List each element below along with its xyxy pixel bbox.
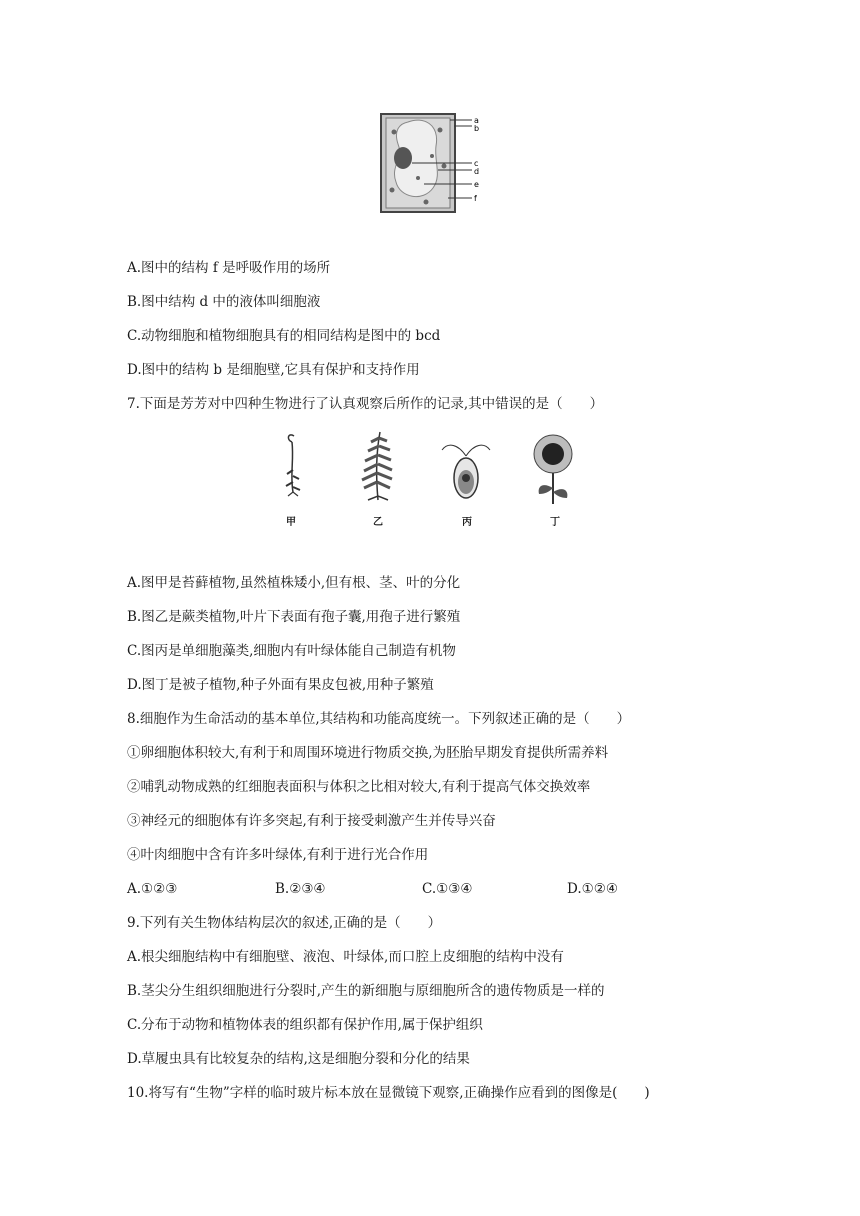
sunflower-figure — [527, 432, 579, 506]
q9-option-b: B.茎尖分生组织细胞进行分裂时,产生的新细胞与原细胞所含的遗传物质是一样的 — [127, 983, 605, 999]
fern-figure — [350, 428, 406, 504]
q8-statement-1: ①卵细胞体积较大,有利于和周围环境进行物质交换,为胚胎早期发育提供所需养料 — [127, 745, 609, 761]
q7-option-d: D.图丁是被子植物,种子外面有果皮包被,用种子繁殖 — [127, 677, 434, 693]
q8-choice-a: A.①②③ — [127, 881, 178, 897]
caption-bing: 丙 — [462, 517, 472, 528]
q9-option-a: A.根尖细胞结构中有细胞壁、液泡、叶绿体,而口腔上皮细胞的结构中没有 — [127, 949, 564, 965]
q8-choice-d: D.①②④ — [567, 881, 618, 897]
q6-option-c: C.动物细胞和植物细胞具有的相同结构是图中的 bcd — [127, 328, 441, 344]
q7-option-b: B.图乙是蕨类植物,叶片下表面有孢子囊,用孢子进行繁殖 — [127, 609, 461, 625]
q8-choice-c: C.①③④ — [422, 881, 473, 897]
q9-stem: 9.下列有关生物体结构层次的叙述,正确的是（ ） — [127, 915, 442, 931]
moss-figure — [280, 430, 308, 506]
q9-option-d: D.草履虫具有比较复杂的结构,这是细胞分裂和分化的结果 — [127, 1051, 470, 1067]
plant-cell-figure — [378, 106, 488, 216]
cell-label-c: c — [474, 159, 479, 168]
cell-label-e: e — [474, 180, 479, 189]
q7-stem: 7.下面是芳芳对中四种生物进行了认真观察后所作的记录,其中错误的是（ ） — [127, 396, 604, 412]
cell-label-a: a — [474, 116, 479, 125]
q8-choice-b: B.②③④ — [275, 881, 326, 897]
chlamydomonas-figure — [436, 438, 496, 504]
q6-option-b: B.图中结构 d 中的液体叫细胞液 — [127, 294, 321, 310]
q7-option-c: C.图丙是单细胞藻类,细胞内有叶绿体能自己制造有机物 — [127, 643, 456, 659]
cell-label-d: d — [474, 167, 480, 176]
caption-jia: 甲 — [286, 517, 296, 528]
q8-statement-2: ②哺乳动物成熟的红细胞表面积与体积之比相对较大,有利于提高气体交换效率 — [127, 779, 591, 795]
q6-option-d: D.图中的结构 b 是细胞壁,它具有保护和支持作用 — [127, 362, 420, 378]
q6-option-a: A.图中的结构 f 是呼吸作用的场所 — [127, 260, 331, 276]
caption-ding: 丁 — [550, 517, 560, 528]
q7-option-a: A.图甲是苔藓植物,虽然植株矮小,但有根、茎、叶的分化 — [127, 575, 461, 591]
q10-stem: 10.将写有“生物”字样的临时玻片标本放在显微镜下观察,正确操作应看到的图像是( ) — [127, 1085, 650, 1101]
q8-stem: 8.细胞作为生命活动的基本单位,其结构和功能高度统一。下列叙述正确的是（ ） — [127, 711, 631, 727]
cell-label-f: f — [474, 194, 477, 203]
cell-label-b: b — [474, 124, 480, 133]
q9-option-c: C.分布于动物和植物体表的组织都有保护作用,属于保护组织 — [127, 1017, 483, 1033]
q8-statement-4: ④叶肉细胞中含有许多叶绿体,有利于进行光合作用 — [127, 847, 429, 863]
q8-statement-3: ③神经元的细胞体有许多突起,有利于接受刺激产生并传导兴奋 — [127, 813, 496, 829]
caption-yi: 乙 — [373, 517, 383, 528]
